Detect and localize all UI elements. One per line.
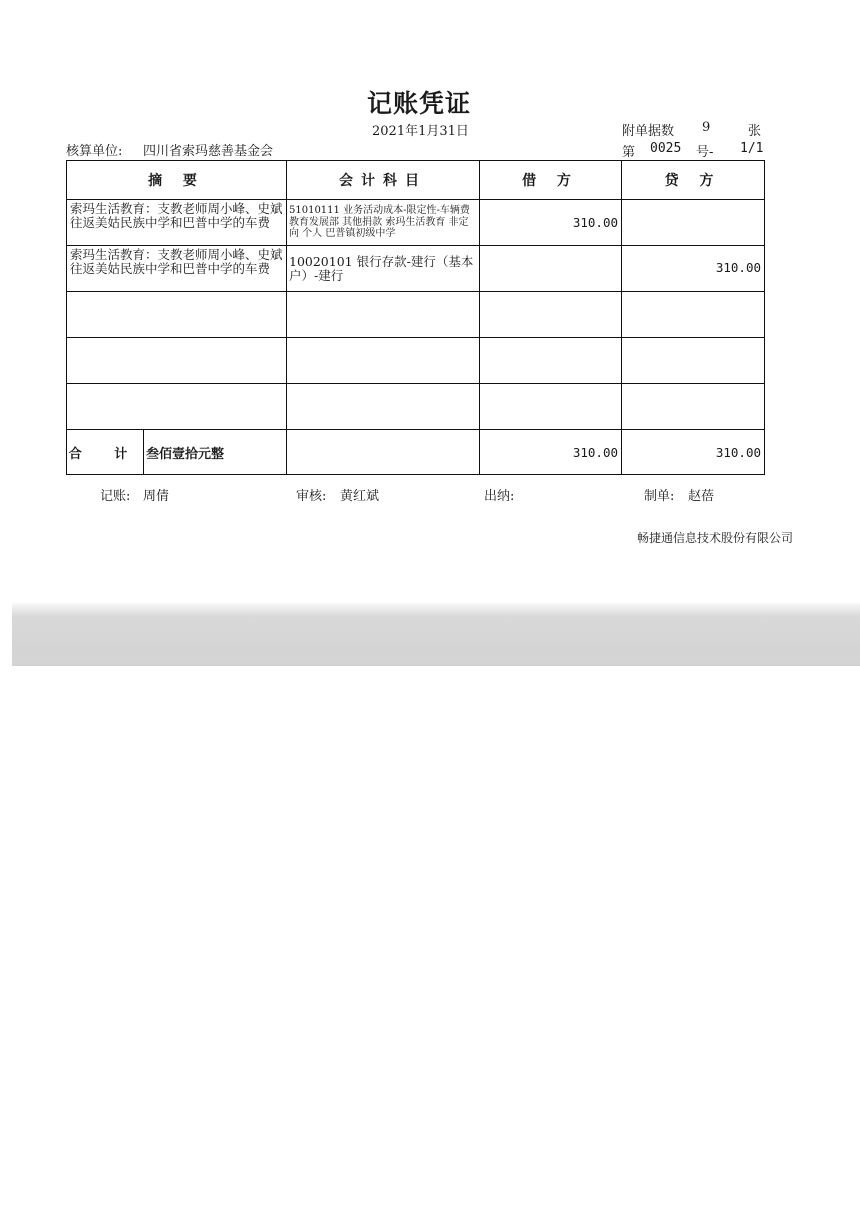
auditor-name: 黄红斌 — [340, 489, 380, 504]
summary-text — [67, 292, 286, 294]
summary-text — [67, 338, 286, 340]
credit-amount — [622, 338, 764, 352]
credit-cell — [622, 200, 765, 246]
credit-amount — [622, 200, 764, 214]
total-debit: 310.00 — [572, 444, 618, 460]
credit-cell — [622, 384, 765, 430]
account-cell — [287, 292, 480, 338]
account-text — [287, 338, 479, 343]
account-cell — [287, 246, 480, 292]
voucher-number-suffix: 号- — [696, 145, 714, 160]
debit-amount — [480, 384, 621, 399]
total-credit: 310.00 — [715, 444, 761, 460]
summary-cell — [67, 384, 287, 430]
table-row — [67, 246, 765, 292]
account-cell — [287, 384, 480, 430]
table-row — [67, 200, 765, 246]
bookkeeper-name: 周倩 — [143, 489, 170, 504]
preparer-name: 赵蓓 — [688, 489, 715, 504]
voucher-title: 记账凭证 — [366, 89, 471, 118]
summary-cell — [67, 338, 287, 384]
credit-amount — [622, 292, 764, 306]
credit-amount — [622, 384, 764, 398]
summary-cell — [67, 292, 287, 338]
credit-cell — [622, 338, 765, 384]
header-summary: 摘 要 — [67, 161, 287, 200]
header-debit: 借 方 — [480, 161, 622, 200]
debit-cell — [480, 292, 622, 338]
table-row — [67, 292, 765, 338]
total-credit-cell — [622, 430, 765, 475]
preparer-label: 制单: — [644, 489, 675, 504]
account-text: 10020101 银行存款-建行（基本户）-建行 — [289, 254, 474, 283]
total-account-cell — [287, 430, 480, 475]
summary-text: 索玛生活教育：支教老师周小峰、史斌往返美姑民族中学和巴普中学的车费 — [70, 247, 283, 276]
voucher-number: 0025 — [650, 141, 682, 156]
debit-amount — [480, 292, 621, 307]
table-header-row — [67, 161, 765, 200]
debit-amount: 310.00 — [572, 215, 618, 230]
summary-text — [67, 384, 286, 386]
header-account: 会计科目 — [287, 161, 480, 200]
total-row — [67, 430, 765, 475]
table-row — [67, 338, 765, 384]
voucher-number-prefix: 第 — [622, 145, 636, 160]
total-summary-cell — [67, 430, 287, 475]
attachments-count: 9 — [702, 120, 711, 135]
attachments-label: 附单据数 — [622, 124, 675, 139]
scan-shadow-band — [12, 606, 860, 666]
voucher-date: 2021年1月31日 — [372, 124, 469, 139]
credit-cell — [622, 246, 765, 292]
accounting-unit-name: 四川省索玛慈善基金会 — [143, 144, 274, 159]
voucher-table — [66, 160, 765, 475]
credit-amount: 310.00 — [715, 260, 761, 275]
table-row — [67, 384, 765, 430]
account-cell — [287, 338, 480, 384]
debit-cell — [480, 338, 622, 384]
attachments-unit: 张 — [748, 124, 762, 139]
account-cell — [287, 200, 480, 246]
debit-cell — [480, 200, 622, 246]
auditor-label: 审核: — [296, 489, 327, 504]
summary-cell — [67, 200, 287, 246]
header-credit: 贷 方 — [622, 161, 765, 200]
accounting-unit-label: 核算单位: — [66, 144, 123, 159]
cashier-label: 出纳: — [484, 489, 515, 504]
total-debit-cell — [480, 430, 622, 475]
voucher-page: 1/1 — [740, 141, 764, 156]
total-amount-words: 叁佰壹拾元整 — [146, 446, 225, 462]
account-text — [287, 292, 479, 297]
debit-amount — [480, 246, 621, 261]
debit-cell — [480, 384, 622, 430]
debit-amount — [480, 338, 621, 353]
summary-cell — [67, 246, 287, 292]
account-text: 51010111 业务活动成本-限定性-车辆费 教育发展部 其他捐款 索玛生活教育 非定向 个人 巴普镇初级中学 — [289, 205, 470, 239]
credit-cell — [622, 292, 765, 338]
account-text — [287, 384, 479, 389]
debit-cell — [480, 246, 622, 292]
summary-text: 索玛生活教育：支教老师周小峰、史斌往返美姑民族中学和巴普中学的车费 — [70, 201, 283, 230]
software-vendor: 畅捷通信息技术股份有限公司 — [637, 531, 794, 545]
total-label: 合 计 — [67, 430, 144, 474]
bookkeeper-label: 记账: — [100, 489, 131, 504]
